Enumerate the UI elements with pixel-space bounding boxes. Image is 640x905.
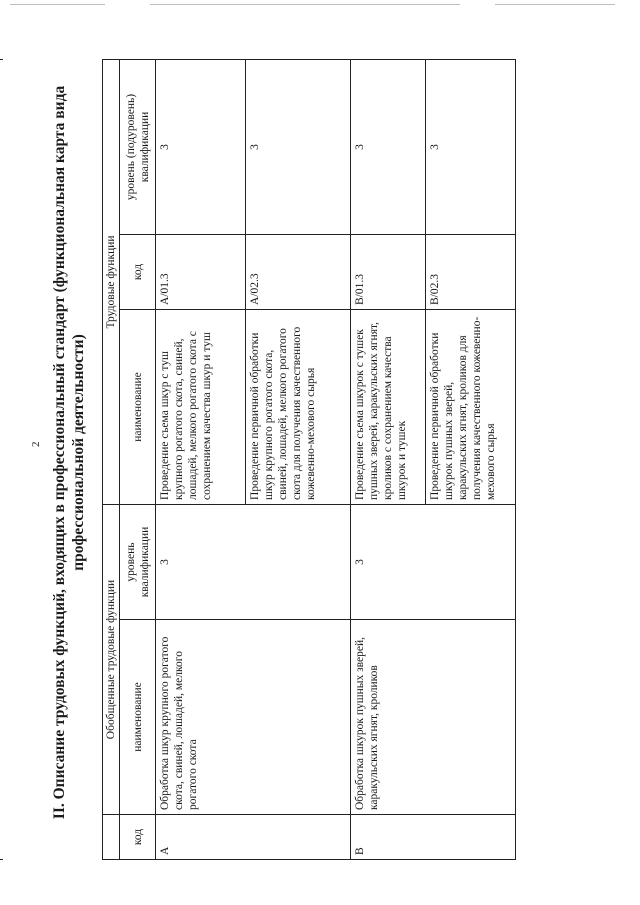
header-code: код [120, 815, 156, 860]
heading-line-1: II. Описание трудовых функций, входящих в профессиональный стандарт (функциональная карта вида [51, 85, 68, 820]
page-number: 2 [30, 441, 42, 447]
function-level: 3 [156, 59, 246, 234]
header-qualification-level: уровень квалификации [120, 504, 156, 619]
function-code: B/01.3 [351, 234, 426, 309]
table-border-tail [0, 59, 3, 60]
function-level: 3 [351, 59, 426, 234]
table-row [351, 59, 426, 859]
function-code: B/02.3 [426, 234, 516, 309]
function-code: A/01.3 [156, 234, 246, 309]
row-level: 3 [156, 504, 351, 619]
functional-map-table [102, 59, 516, 860]
function-level: 3 [246, 59, 351, 234]
heading-line-2: профессиональной деятельности) [70, 334, 87, 571]
row-level: 3 [351, 504, 516, 619]
header-generalized-functions: Обобщенные трудовые функции [103, 504, 120, 814]
header-labor-functions: Трудовые функции [103, 59, 120, 504]
row-code: А [156, 815, 351, 860]
function-code: A/02.3 [246, 234, 351, 309]
table-border-tail [0, 859, 3, 860]
function-name: Проведение съема шкурок с тушек пушных зверей, каракульских ягнят, кроликов с сохранением качества шкурок и тушек [351, 309, 426, 504]
function-name: Проведение съема шкур с туш крупного рогатого скота, свиней, лошадей, мелкого рогатого скота с сохранением качества шкур и туш [156, 309, 246, 504]
header-name: наименование [120, 620, 156, 815]
function-level: 3 [426, 59, 516, 234]
table-row [156, 59, 246, 859]
function-name: Проведение первичной обработки шкурок пушных зверей, каракульских ягнят, кроликов для получения качественного кожевенно-мехового сырья [426, 309, 516, 504]
header-function-name: наименование [120, 309, 156, 504]
row-code: В [351, 815, 516, 860]
table-empty-corner [103, 815, 120, 860]
row-name: Обработка шкур крупного рогатого скота, свиней, лошадей, мелкого рогатого скота [156, 620, 351, 815]
row-name: Обработка шкурок пушных зверей, каракульских ягнят, кроликов [351, 620, 516, 815]
header-function-code: код [120, 234, 156, 309]
section-heading [50, 0, 88, 905]
header-function-level: уровень (подуровень) квалификации [120, 59, 156, 234]
function-name: Проведение первичной обработки шкур крупного рогатого скота, свиней, лошадей, мелкого рогатого скота для получения качественного кожевенно-мехового сырья [246, 309, 351, 504]
